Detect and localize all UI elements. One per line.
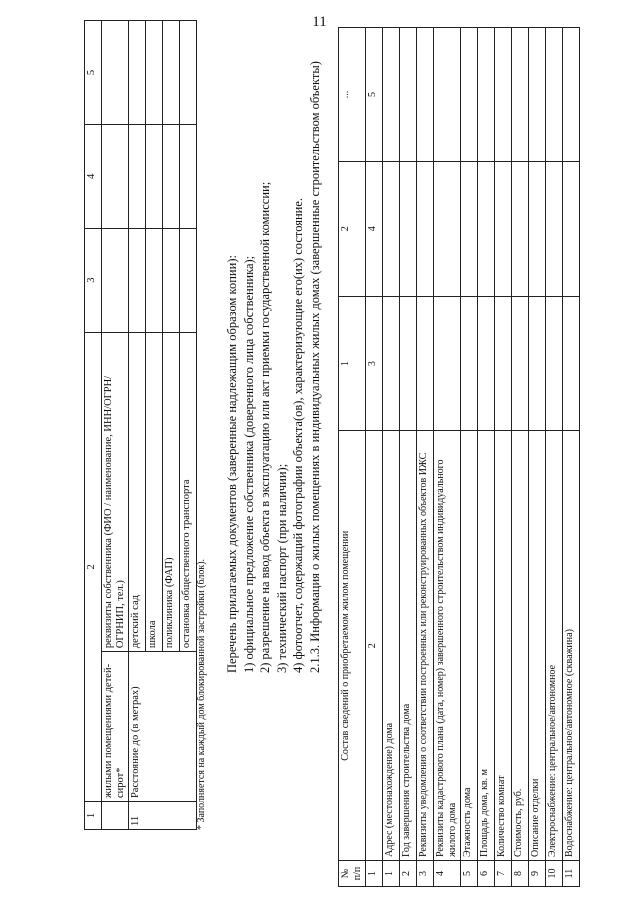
value-cell <box>434 161 461 296</box>
value-cell <box>102 228 129 332</box>
value-cell <box>180 228 197 332</box>
header-cell: 1 <box>85 802 102 830</box>
distance-item: школа <box>146 332 163 652</box>
row-label: Описание отделки <box>529 431 546 861</box>
header-cell: 2 <box>339 161 366 296</box>
row-label: Расстояние до (в метрах) <box>129 652 197 802</box>
row-label: Стоимость, руб. <box>512 431 529 861</box>
value-cell <box>478 161 495 296</box>
value-cell <box>434 296 461 431</box>
header-cell: 2 <box>85 332 102 801</box>
table-row <box>383 28 400 887</box>
table-row <box>529 28 546 887</box>
header-cell: Состав сведений о приобретаемом жилом помещении <box>339 431 366 861</box>
value-cell <box>180 124 197 228</box>
documents-list <box>224 13 323 673</box>
value-cell <box>102 21 129 125</box>
distance-item: остановка общественного транспорта <box>180 332 197 652</box>
continuation-table <box>84 20 197 830</box>
index-cell: 2 <box>366 431 383 861</box>
table-row <box>512 28 529 887</box>
table-index-row <box>366 28 383 887</box>
index-cell: 1 <box>366 861 383 887</box>
index-cell: 4 <box>366 161 383 296</box>
value-cell <box>417 296 434 431</box>
table-header-row <box>85 21 102 830</box>
value-cell <box>512 161 529 296</box>
table-row <box>434 28 461 887</box>
value-cell <box>512 28 529 162</box>
value-cell <box>563 161 580 296</box>
table-row <box>461 28 478 887</box>
value-cell <box>495 296 512 431</box>
house-info-table <box>338 27 580 887</box>
documents-list-item: 3) технический паспорт (при наличии); <box>274 463 289 673</box>
value-cell <box>461 28 478 162</box>
value-cell <box>383 161 400 296</box>
table-row <box>400 28 417 887</box>
value-cell <box>163 228 180 332</box>
row-number: 11 <box>129 802 197 830</box>
table-row <box>546 28 563 887</box>
value-cell <box>563 28 580 162</box>
value-cell <box>434 28 461 162</box>
value-cell <box>129 124 146 228</box>
row-number: 4 <box>434 861 461 887</box>
value-cell <box>180 21 197 125</box>
row-label: Водоснабжение: центральное/автономное (скважина) <box>563 431 580 861</box>
table-row <box>478 28 495 887</box>
value-cell <box>461 161 478 296</box>
value-cell <box>546 161 563 296</box>
header-cell: 1 <box>339 296 366 431</box>
documents-list-item: 4) фотоотчет, содержащий фотографии объекта(ов), характеризующие его(их) состояние. <box>291 197 305 673</box>
rotated-page-content <box>0 5 639 905</box>
value-cell <box>546 28 563 162</box>
table-row <box>495 28 512 887</box>
index-cell: 5 <box>366 28 383 162</box>
value-cell <box>383 296 400 431</box>
row-label: Площадь дома, кв. м <box>478 431 495 861</box>
value-cell <box>129 228 146 332</box>
value-cell <box>529 296 546 431</box>
row-label: Электроснабжение: центральное/автономное <box>546 431 563 861</box>
row-number: 2 <box>400 861 417 887</box>
header-cell: № п/п <box>339 861 366 887</box>
value-cell <box>417 28 434 162</box>
row-number: 9 <box>529 861 546 887</box>
row-label: Год завершения строительства дома <box>400 431 417 861</box>
value-cell <box>163 124 180 228</box>
distance-item: поликлиника (ФАП) <box>163 332 180 652</box>
header-cell: ... <box>339 28 366 162</box>
header-cell: 5 <box>85 21 102 125</box>
value-cell <box>478 28 495 162</box>
value-cell <box>146 124 163 228</box>
value-cell <box>400 28 417 162</box>
header-cell: 3 <box>85 228 102 332</box>
value-cell <box>146 228 163 332</box>
row-label: Адрес (местонахождение) дома <box>383 431 400 861</box>
table-row <box>563 28 580 887</box>
value-cell <box>478 296 495 431</box>
row-number <box>102 802 129 830</box>
header-cell: 4 <box>85 124 102 228</box>
documents-list-item: 2) разрешение на ввод объекта в эксплуатацию или акт приемки государственной комиссии; <box>258 181 272 673</box>
value-cell <box>529 161 546 296</box>
value-cell <box>129 21 146 125</box>
value-cell <box>400 296 417 431</box>
value-cell <box>383 28 400 162</box>
row-number: 8 <box>512 861 529 887</box>
value-cell <box>146 21 163 125</box>
value-cell <box>495 161 512 296</box>
section-title: 2.1.3. Информация о жилых помещениях в индивидуальных жилых домах (завершенные строительством объекты) <box>307 61 322 673</box>
row-number: 7 <box>495 861 512 887</box>
distance-item: детский сад <box>129 332 146 652</box>
table-row <box>102 21 129 830</box>
value-cell <box>546 296 563 431</box>
value-cell <box>400 161 417 296</box>
row-number: 11 <box>563 861 580 887</box>
row-number: 6 <box>478 861 495 887</box>
value-cell <box>512 296 529 431</box>
row-number: 3 <box>417 861 434 887</box>
index-cell: 3 <box>366 296 383 431</box>
value-cell <box>495 28 512 162</box>
table-row <box>129 21 146 830</box>
row-label: жилыми помещениями детей-сирот* <box>102 652 129 802</box>
row-label: Реквизиты уведомления о соответствии построенных или реконструированных объектов ИЖС <box>417 431 434 861</box>
documents-list-heading: Перечень прилагаемых документов (заверенные надлежащим образом копии): <box>225 255 239 673</box>
row-label: Реквизиты кадастрового плана (дата, номер) завершенного строительством индивидуального жилого дома <box>434 431 461 861</box>
value-cell <box>563 296 580 431</box>
documents-list-item: 1) официальное предложение собственника (доверенного лица собственника); <box>241 255 256 673</box>
table-row <box>417 28 434 887</box>
row-detail: реквизиты собственника (ФИО / наименование, ИНН/ОГРН/ОГРНИП, тел.) <box>102 332 129 652</box>
value-cell <box>163 21 180 125</box>
row-number: 1 <box>383 861 400 887</box>
value-cell <box>417 161 434 296</box>
table-header-row <box>339 28 366 887</box>
footnote: * Заполняется на каждый дом блокированной застройки (блок). <box>196 558 207 830</box>
value-cell <box>102 124 129 228</box>
row-number: 10 <box>546 861 563 887</box>
value-cell <box>461 296 478 431</box>
row-number: 5 <box>461 861 478 887</box>
row-label: Количество комнат <box>495 431 512 861</box>
value-cell <box>529 28 546 162</box>
row-label: Этажность дома <box>461 431 478 861</box>
page-number: 11 <box>312 14 327 30</box>
